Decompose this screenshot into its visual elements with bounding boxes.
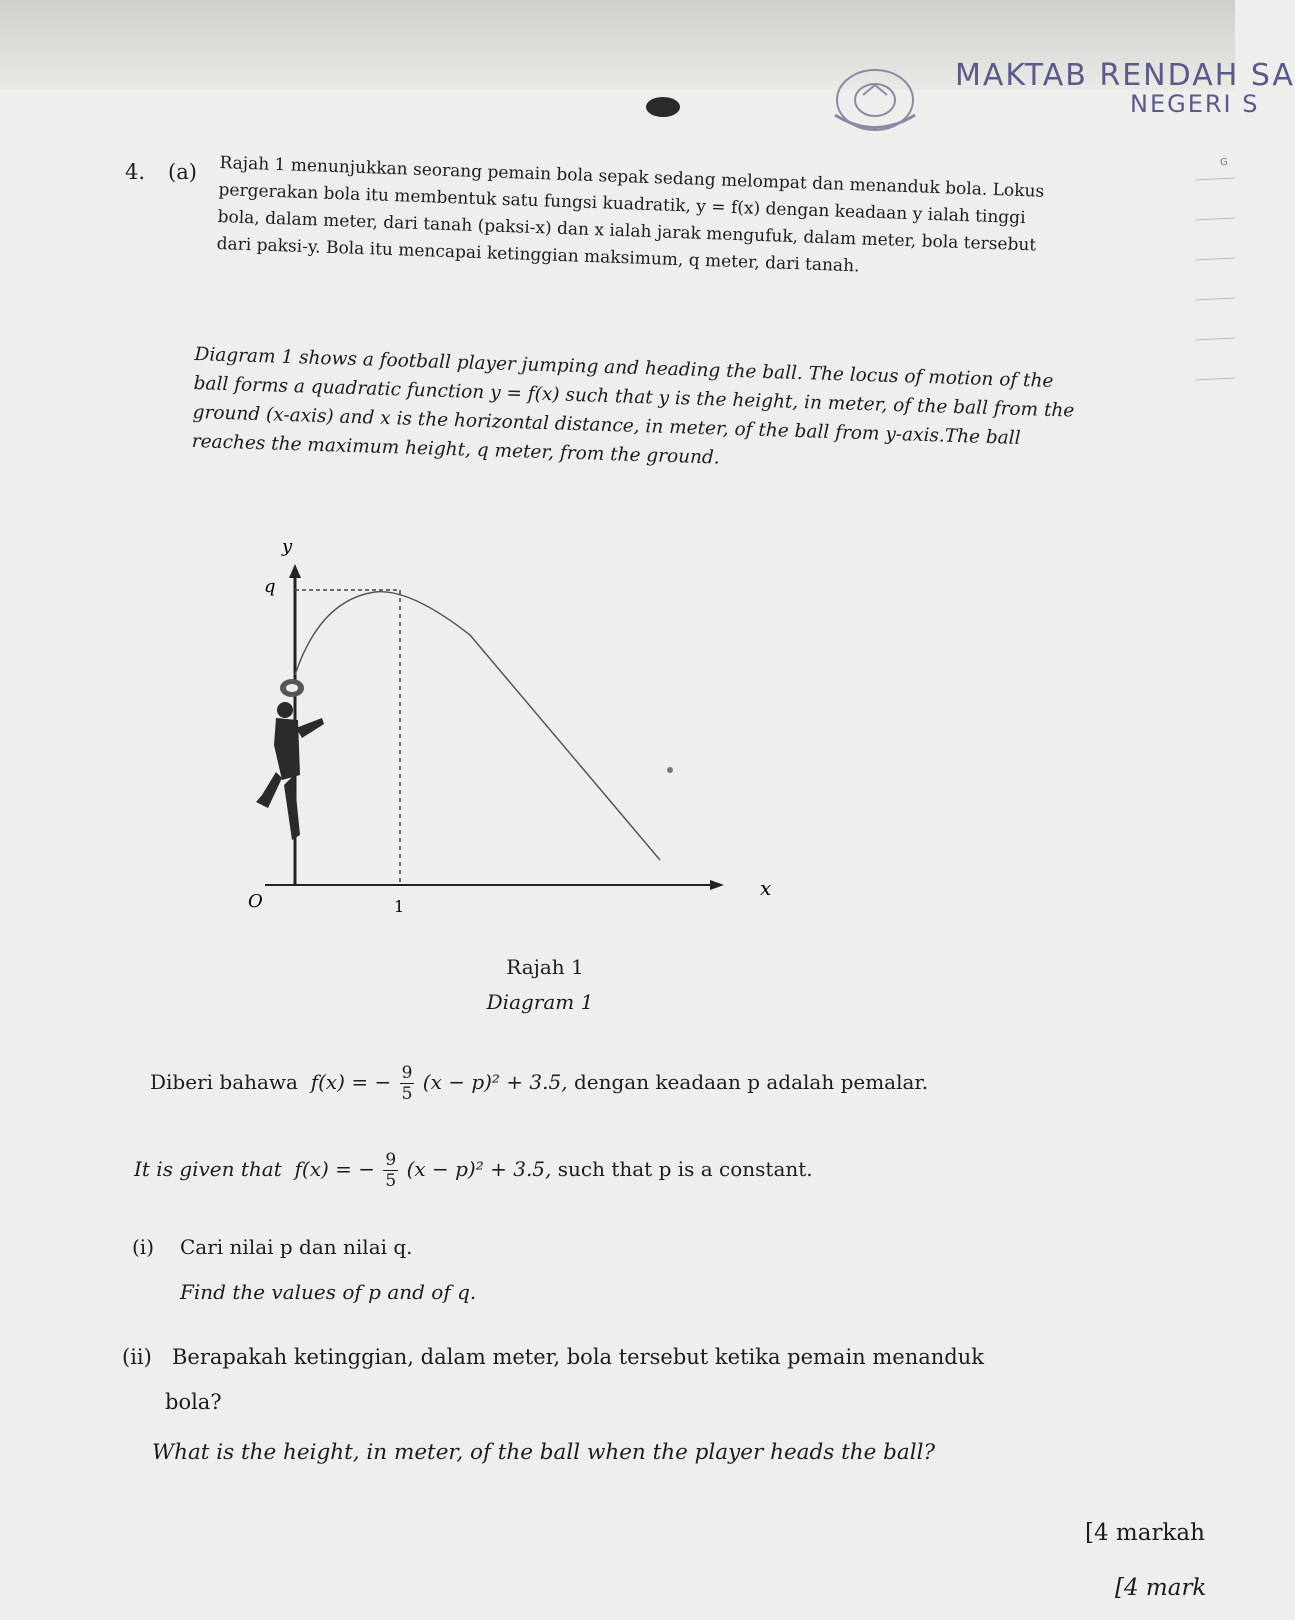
intro-malay: Rajah 1 menunjukkan seorang pemain bola sepak sedang melompat dan menanduk bola. Lokus pergerakan bola itu membentuk satu fungsi kuadratik, y = f(x) dengan keadaan y ialah tinggi bola, dalam meter, dari tanah (paksi-x) dan x ialah jarak mengufuk, dalam meter, bola tersebut dari paksi-y. Bola itu mencapai ketinggian maksimum, q meter, dari tanah. xyxy=(216,152,1045,277)
part-ii-malay-line2: bola? xyxy=(165,1390,222,1414)
given-lhs: f(x) = − xyxy=(310,1070,392,1094)
trajectory-diagram xyxy=(210,536,790,916)
x-axis-label: x xyxy=(760,876,772,900)
y-axis-arrow xyxy=(289,564,301,578)
given-english-line xyxy=(134,1150,813,1191)
q-label: q xyxy=(264,576,276,597)
marks-malay: [4 markah xyxy=(1085,1520,1205,1546)
school-name: MAKTAB RENDAH SA xyxy=(955,58,1295,93)
caption-english: Diagram 1 xyxy=(486,990,594,1014)
part-i-label: (i) xyxy=(132,1235,155,1259)
given-malay-prefix: Diberi bahawa xyxy=(150,1070,298,1094)
ball-trajectory-curve xyxy=(295,592,660,860)
given-rhs-en: (x − p)² + 3.5, xyxy=(406,1157,552,1181)
small-mark xyxy=(667,767,673,773)
x-axis-arrow xyxy=(710,880,724,890)
tick-label-1: 1 xyxy=(394,897,405,916)
given-malay-suffix: dengan keadaan p adalah pemalar. xyxy=(573,1070,929,1094)
part-ii-malay-line1: Berapakah ketinggian, dalam meter, bola tersebut ketika pemain menanduk xyxy=(172,1345,984,1369)
fraction-en: $\frac{9}{5}$ xyxy=(385,1150,397,1191)
y-axis-label: y xyxy=(282,536,293,557)
margin-text: G xyxy=(1220,157,1228,168)
marks-english: [4 mark xyxy=(1115,1575,1207,1601)
origin-label: O xyxy=(248,891,263,912)
given-english-suffix: such that p is a constant. xyxy=(557,1157,813,1181)
caption-malay: Rajah 1 xyxy=(506,955,584,979)
given-rhs: (x − p)² + 3.5, xyxy=(422,1070,568,1094)
intro-english: Diagram 1 shows a football player jumping and heading the ball. The locus of motion of the ball forms a quadratic function y = f(x) such that y is the height, in meter, of the ball from the ground (x-axis) and x is the horizontal distance, in meter, of the ball from y-axis.The ball reaches the maximum height, q meter, from the ground. xyxy=(191,343,1075,469)
question-number: 4. xyxy=(125,160,146,184)
part-i-malay: Cari nilai p dan nilai q. xyxy=(180,1235,413,1259)
given-malay-line xyxy=(150,1063,928,1104)
football-player-silhouette xyxy=(256,679,324,840)
fraction: $\frac{9}{5}$ xyxy=(401,1063,413,1104)
school-crest-icon xyxy=(815,60,935,140)
part-i-english: Find the values of p and of q. xyxy=(180,1280,477,1304)
school-subtitle: NEGERI S xyxy=(1130,90,1260,118)
given-lhs-en: f(x) = − xyxy=(294,1157,376,1181)
margin-rule-lines xyxy=(1185,140,1235,440)
part-ii-english: What is the height, in meter, of the ball when the player heads the ball? xyxy=(152,1440,936,1465)
part-ii-label: (ii) xyxy=(122,1345,152,1369)
question-part-label: (a) xyxy=(168,160,197,184)
given-english-prefix: It is given that xyxy=(134,1157,282,1181)
ink-blot xyxy=(646,97,680,117)
